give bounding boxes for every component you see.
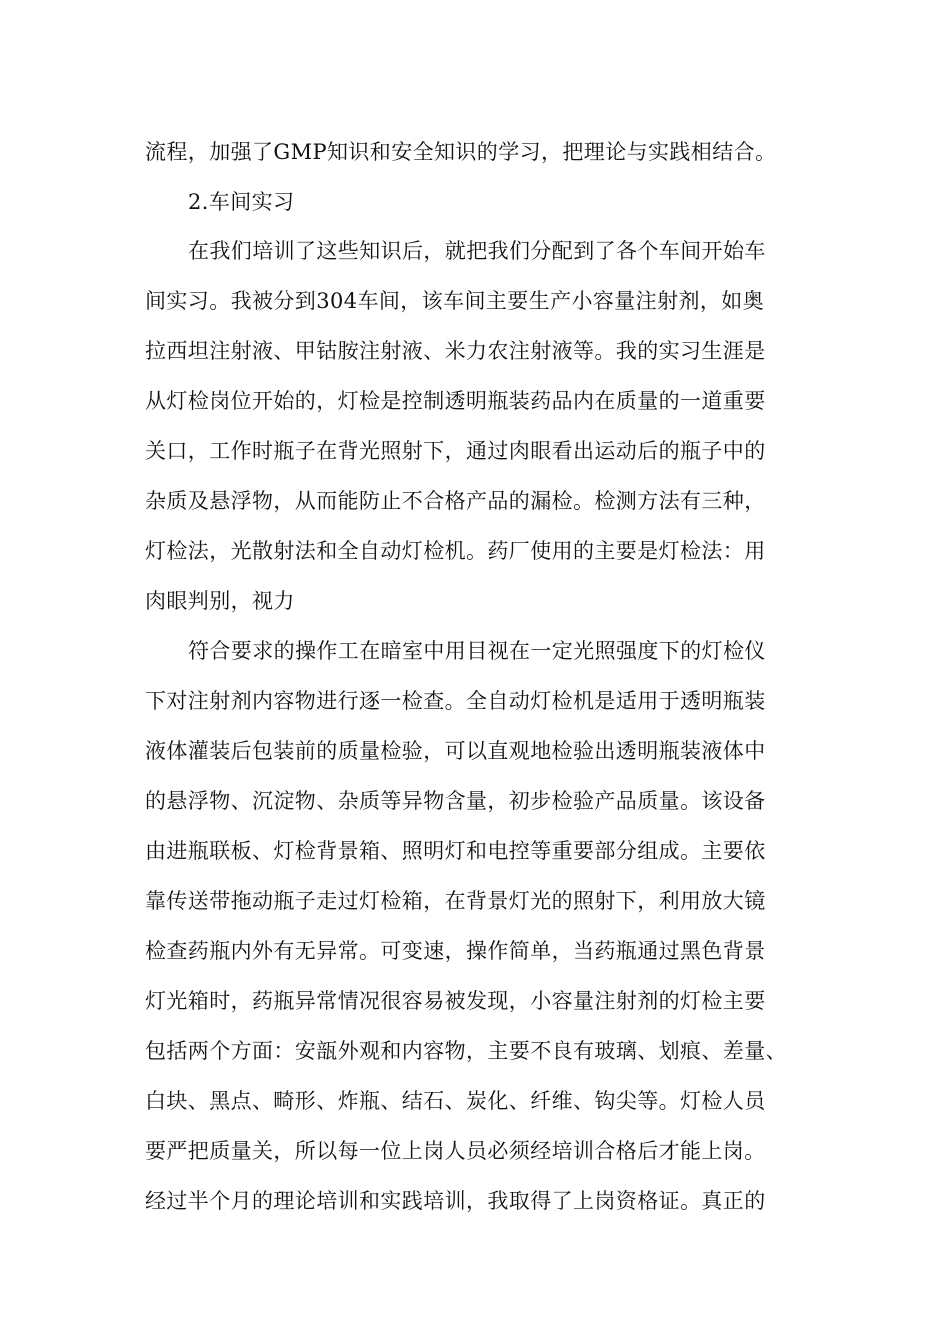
text-line: 灯检法，光散射法和全自动灯检机。药厂使用的主要是灯检法：用	[145, 539, 766, 563]
text-line: 拉西坦注射液、甲钴胺注射液、米力农注射液等。我的实习生涯是	[145, 339, 766, 363]
text-line: 包括两个方面：安瓿外观和内容物，主要不良有玻璃、划痕、差量、	[145, 1039, 787, 1063]
text-line: 经过半个月的理论培训和实践培训，我取得了上岗资格证。真正的	[145, 1189, 766, 1213]
text-line: 检查药瓶内外有无异常。可变速，操作简单，当药瓶通过黑色背景	[145, 939, 766, 963]
text-line: 杂质及悬浮物，从而能防止不合格产品的漏检。检测方法有三种，	[145, 489, 766, 513]
text-line: 关口，工作时瓶子在背光照射下，通过肉眼看出运动后的瓶子中的	[145, 439, 766, 463]
text-line: 液体灌装后包装前的质量检验，可以直观地检验出透明瓶装液体中	[145, 739, 766, 763]
text-line: 灯光箱时，药瓶异常情况很容易被发现，小容量注射剂的灯检主要	[145, 989, 766, 1013]
text-line: 符合要求的操作工在暗室中用目视在一定光照强度下的灯检仪	[188, 639, 766, 663]
text-line: 由进瓶联板、灯检背景箱、照明灯和电控等重要部分组成。主要依	[145, 839, 766, 863]
text-line: 从灯检岗位开始的，灯检是控制透明瓶装药品内在质量的一道重要	[145, 389, 766, 413]
text-line: 要严把质量关，所以每一位上岗人员必须经培训合格后才能上岗。	[145, 1139, 766, 1163]
text-line: 间实习。我被分到304车间，该车间主要生产小容量注射剂，如奥	[145, 289, 765, 313]
section-heading: 2.车间实习	[188, 190, 295, 214]
text-line: 的悬浮物、沉淀物、杂质等异物含量，初步检验产品质量。该设备	[145, 789, 766, 813]
text-line: 肉眼判别，视力	[145, 589, 295, 613]
text-line: 白块、黑点、畸形、炸瓶、结石、炭化、纤维、钩尖等。灯检人员	[145, 1089, 766, 1113]
text-line: 下对注射剂内容物进行逐一检查。全自动灯检机是适用于透明瓶装	[145, 689, 766, 713]
text-line: 流程，加强了GMP知识和安全知识的学习，把理论与实践相结合。	[145, 140, 777, 164]
text-line: 靠传送带拖动瓶子走过灯检箱，在背景灯光的照射下，利用放大镜	[145, 889, 766, 913]
text-line: 在我们培训了这些知识后，就把我们分配到了各个车间开始车	[188, 239, 766, 263]
